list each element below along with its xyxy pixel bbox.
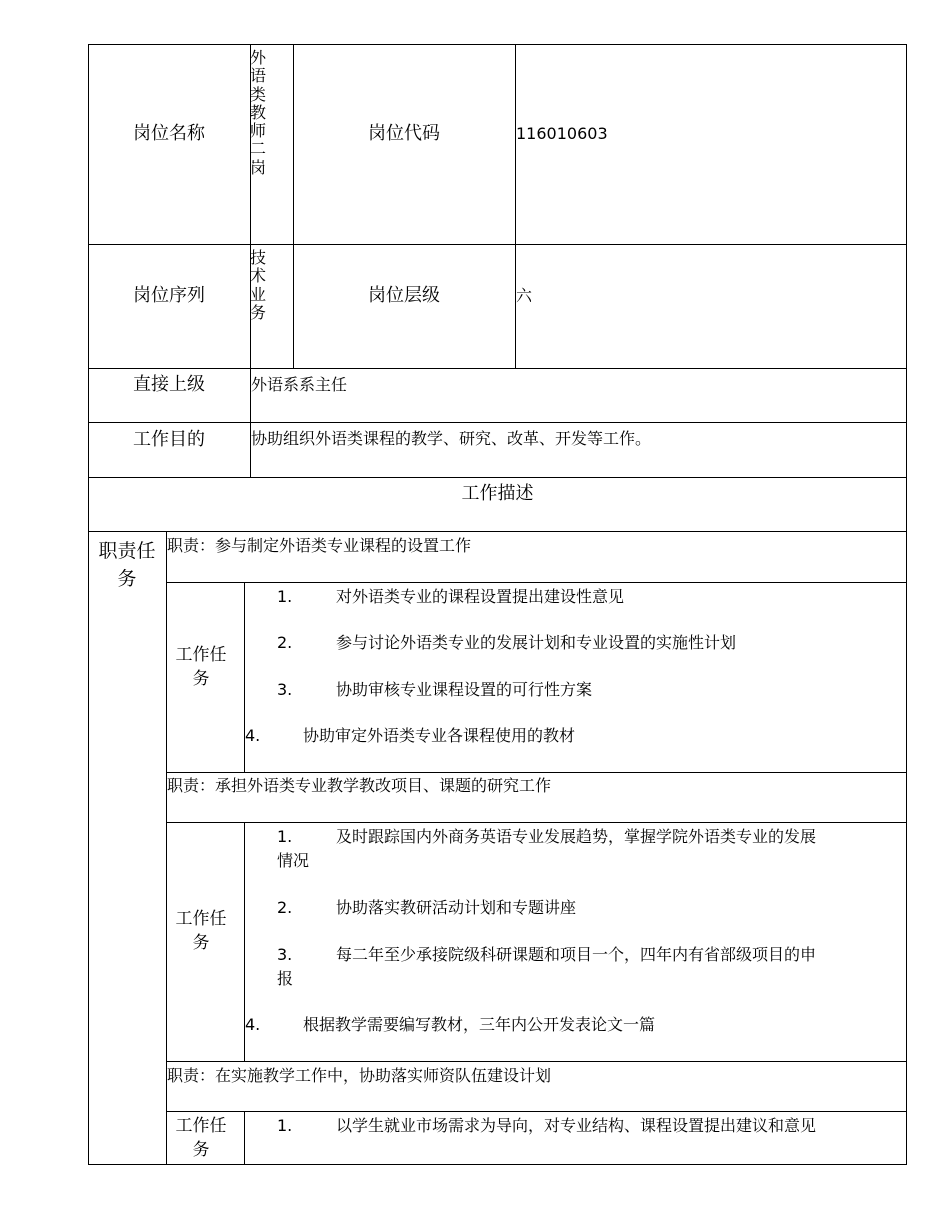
task-number: 2. xyxy=(277,633,293,652)
description-title: 工作描述 xyxy=(461,483,534,504)
task-number: 1. xyxy=(277,1116,293,1135)
task-number: 1. xyxy=(277,827,293,846)
post-code-value: 116010603 xyxy=(516,124,608,143)
task-text: 根据教学需要编写教材，三年内公开发表论文一篇 xyxy=(303,1015,656,1034)
task-number: 2. xyxy=(277,898,293,917)
task-label: 工作任务 xyxy=(175,909,227,953)
duties-label: 职责任务 xyxy=(98,540,156,590)
task-number: 4. xyxy=(245,1015,261,1034)
purpose-value: 协助组织外语类课程的教学、研究、改革、开发等工作。 xyxy=(251,429,652,448)
row-divider xyxy=(88,244,907,245)
column-divider xyxy=(515,44,516,368)
column-divider xyxy=(293,44,294,368)
post-series-label: 岗位序列 xyxy=(133,285,205,306)
task-text: 及时跟踪国内外商务英语专业发展趋势，掌握学院外语类专业的发展 xyxy=(336,827,817,846)
post-level-value: 六 xyxy=(516,286,533,305)
row-divider xyxy=(166,772,907,773)
row-divider xyxy=(88,368,907,369)
row-divider xyxy=(88,477,907,478)
task-label: 工作任务 xyxy=(175,1116,227,1160)
task-text-continued: 报 xyxy=(277,969,294,988)
task-text: 协助审核专业课程设置的可行性方案 xyxy=(336,680,593,699)
task-text-continued: 情况 xyxy=(277,851,310,870)
purpose-label: 工作目的 xyxy=(133,429,205,450)
task-number: 4. xyxy=(245,726,261,745)
task-text: 协助审定外语类专业各课程使用的教材 xyxy=(303,726,576,745)
post-name-value: 外语类教师二岗 xyxy=(250,48,267,177)
duty-title: 职责：参与制定外语类专业课程的设置工作 xyxy=(167,536,472,555)
row-divider xyxy=(166,1111,907,1112)
row-divider xyxy=(88,531,907,532)
post-series-value: 技术业务 xyxy=(250,248,267,322)
duty-title: 职责：在实施教学工作中，协助落实师资队伍建设计划 xyxy=(167,1066,552,1085)
post-code-label: 岗位代码 xyxy=(368,123,440,144)
task-number: 1. xyxy=(277,587,293,606)
row-divider xyxy=(88,422,907,423)
post-level-label: 岗位层级 xyxy=(368,285,440,306)
task-text: 每二年至少承接院级科研课题和项目一个，四年内有省部级项目的申 xyxy=(336,945,817,964)
row-divider xyxy=(166,1061,907,1062)
task-label: 工作任务 xyxy=(175,645,227,689)
row-divider xyxy=(166,582,907,583)
superior-value: 外语系系主任 xyxy=(251,375,348,394)
row-divider xyxy=(166,822,907,823)
task-text: 参与讨论外语类专业的发展计划和专业设置的实施性计划 xyxy=(336,633,737,652)
task-text: 协助落实教研活动计划和专题讲座 xyxy=(336,898,577,917)
task-number: 3. xyxy=(277,945,293,964)
duty-title: 职责：承担外语类专业教学教改项目、课题的研究工作 xyxy=(167,776,552,795)
task-text: 以学生就业市场需求为导向，对专业结构、课程设置提出建议和意见 xyxy=(336,1116,817,1135)
post-name-label: 岗位名称 xyxy=(133,123,205,144)
task-number: 3. xyxy=(277,680,293,699)
column-divider xyxy=(244,1111,245,1165)
superior-label: 直接上级 xyxy=(133,374,205,395)
task-text: 对外语类专业的课程设置提出建设性意见 xyxy=(336,587,625,606)
